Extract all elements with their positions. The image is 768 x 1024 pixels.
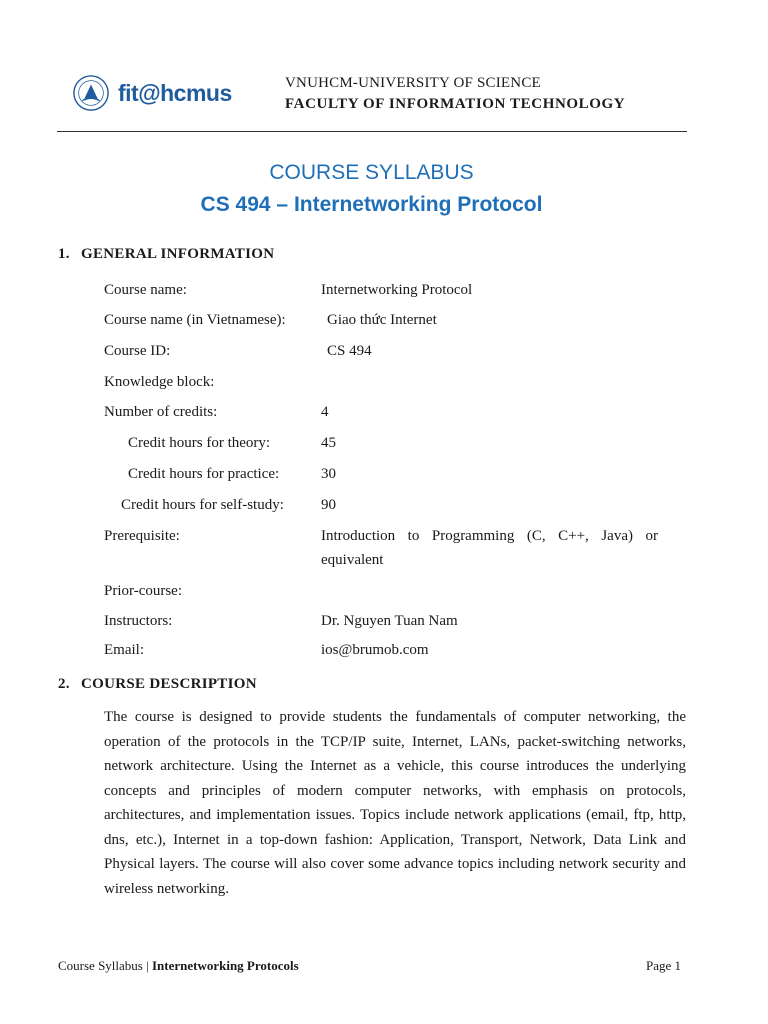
info-label: Prior-course:: [104, 583, 183, 599]
info-value: Giao thức Internet: [327, 312, 437, 328]
course-description-paragraph: The course is designed to provide students the fundamentals of computer networking, the operation of the protocols in the TCP/IP suite, Internet, LANs, packet-switching networks, network architecture. Using the Internet as a vehicle, this course introduces the underlying concepts and principles of modern computer networks, with emphasis on protocols, architectures, and implementation issues. Topics include network applications (email, ftp, http, dns, etc.), Internet in a top-down fashion: Application, Transport, Network, Data Link and Physical layers. The course will also cover some advance topics including network security and wireless networking.: [104, 709, 686, 897]
info-value: 90: [321, 497, 336, 513]
section-title: COURSE DESCRIPTION: [81, 676, 257, 692]
course-title: CS 494 – Internetworking Protocol: [200, 193, 543, 216]
info-label: Course name:: [104, 282, 187, 298]
info-value-continued: equivalent: [321, 552, 384, 568]
document-title: COURSE SYLLABUS: [269, 161, 474, 184]
faculty-name: FACULTY OF INFORMATION TECHNOLOGY: [285, 96, 626, 112]
info-value: CS 494: [327, 343, 372, 359]
info-label: Instructors:: [104, 613, 173, 629]
info-label: Number of credits:: [104, 404, 218, 420]
footer-label: Course Syllabus |: [58, 958, 152, 973]
university-name: VNUHCM-UNIVERSITY OF SCIENCE: [285, 75, 541, 91]
info-value: Introduction to Programming (C, C++, Java) or: [321, 528, 658, 544]
logo-text: fit@hcmus: [118, 80, 232, 106]
info-label: Email:: [104, 642, 144, 658]
info-value: 30: [321, 466, 336, 482]
info-label: Course ID:: [104, 343, 171, 359]
info-value: Dr. Nguyen Tuan Nam: [321, 613, 458, 629]
section-heading-general-information: [58, 246, 274, 263]
footer-course-name: Internetworking Protocols: [151, 958, 299, 973]
faculty-logo: [72, 72, 242, 120]
page-number: Page 1: [646, 958, 682, 973]
info-label: Prerequisite:: [104, 528, 180, 544]
info-label: Credit hours for self-study:: [121, 497, 284, 513]
info-value: 4: [321, 404, 329, 420]
email-link[interactable]: ios@brumob.com: [321, 642, 429, 658]
info-label: Credit hours for practice:: [128, 466, 280, 482]
info-value: Internetworking Protocol: [321, 282, 473, 298]
info-value: 45: [321, 435, 336, 451]
section-heading-course-description: [58, 676, 257, 693]
section-number: 1.: [58, 246, 70, 262]
section-number: 2.: [58, 676, 70, 692]
info-label: Course name (in Vietnamese):: [104, 312, 286, 328]
section-title: GENERAL INFORMATION: [81, 246, 275, 262]
info-label: Knowledge block:: [104, 374, 215, 390]
university-seal-icon: [72, 74, 110, 112]
footer-left: [58, 958, 299, 974]
header-divider: [57, 131, 687, 132]
info-label: Credit hours for theory:: [128, 435, 271, 451]
